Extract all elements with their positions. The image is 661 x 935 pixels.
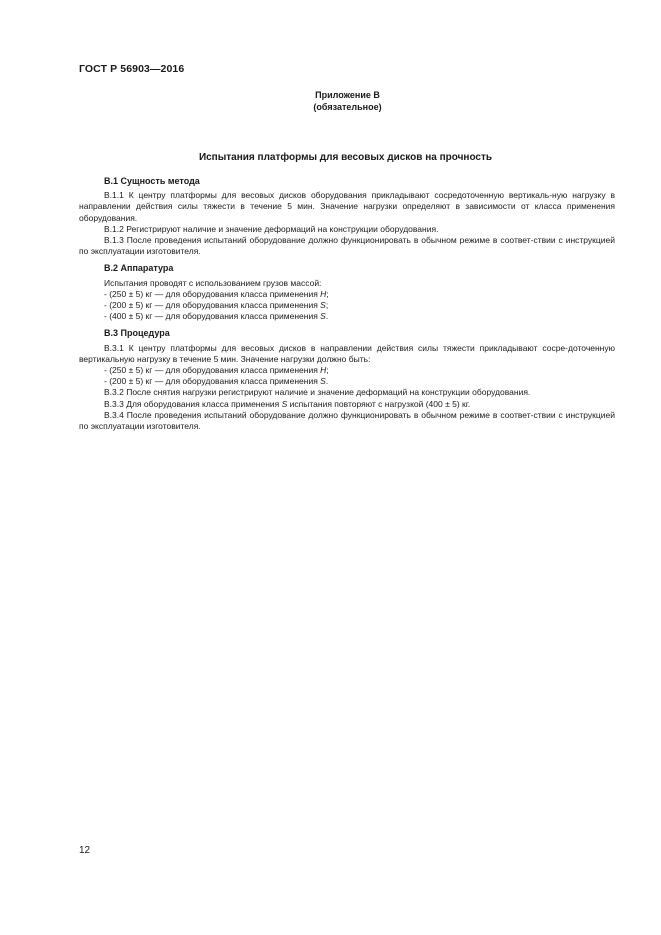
document-code: ГОСТ Р 56903—2016	[79, 63, 185, 75]
list-item	[79, 376, 615, 387]
appendix-title	[0, 152, 661, 163]
list-item-text: - (200 ± 5) кг — для оборудования класса применения	[104, 376, 321, 387]
appendix-label: Приложение В	[315, 90, 380, 100]
paragraph-b1-2: В.1.2 Регистрируют наличие и значение деформаций на конструкции оборудования.	[104, 223, 439, 234]
paragraph-b1-3: В.1.3 После проведения испытаний оборудование должно функционировать в обычном режиме в соответ-ствии с инструкцией по эксплуатации изготовителя.	[79, 235, 615, 257]
paragraph-b1-1: В.1.1 К центру платформы для весовых дисков оборудования прикладывают сосредоточенную вертикаль-ную нагрузку в направлении действия силы тяжести в течение 5 мин. Значение нагрузки определяют в зависимости от класса применения оборудования.	[79, 190, 615, 223]
list-item-text: - (400 ± 5) кг — для оборудования класса применения	[104, 311, 321, 322]
paragraph-b2-intro: Испытания проводят с использованием грузов массой:	[104, 277, 322, 288]
class-symbol: S	[281, 398, 288, 409]
paragraph-b3-3-start: В.3.3 Для оборудования класса применения	[104, 398, 282, 409]
list-item	[79, 365, 615, 376]
list-item-end: ;	[326, 365, 329, 376]
appendix-status: (обязательное)	[313, 101, 382, 112]
class-symbol: S	[320, 311, 326, 322]
paragraph-b3-3-end: испытания повторяют с нагрузкой (400 ± 5) кг.	[287, 398, 471, 409]
class-symbol: S	[320, 376, 326, 387]
list-item-end: .	[325, 311, 329, 322]
list-item-text: - (250 ± 5) кг — для оборудования класса применения	[104, 288, 321, 299]
class-symbol: S	[320, 300, 326, 311]
class-symbol: H	[320, 365, 327, 376]
appendix-title-text: Испытания платформы для весовых дисков на прочность	[198, 152, 493, 163]
list-item-end: .	[325, 376, 329, 387]
paragraph-b3-3	[79, 399, 615, 410]
class-symbol: H	[320, 288, 327, 299]
paragraph-b3-2: В.3.2 После снятия нагрузки регистрируют наличие и значение деформаций на конструкции оборудования.	[104, 387, 531, 398]
paragraph-b3-4: В.3.4 После проведения испытаний оборудование должно функционировать в обычном режиме в соответ-ствии с инструкцией по эксплуатации изготовителя.	[79, 409, 615, 432]
appendix-header	[0, 90, 661, 113]
page-number: 12	[79, 845, 91, 856]
list-item-text: - (200 ± 5) кг — для оборудования класса применения	[104, 300, 321, 311]
list-item	[79, 311, 615, 322]
section-heading-b3: В.3 Процедура	[104, 328, 170, 339]
list-item-end: ;	[326, 288, 329, 299]
list-item	[79, 300, 615, 311]
list-item-end: ;	[325, 300, 329, 311]
list-item	[79, 289, 615, 300]
section-heading-b1: В.1 Сущность метода	[104, 176, 200, 186]
list-item-text: - (250 ± 5) кг — для оборудования класса применения	[104, 365, 321, 376]
section-heading-b2: В.2 Аппаратура	[104, 263, 174, 274]
paragraph-b3-1: В.3.1 К центру платформы для весовых дисков в направлении действия силы тяжести прикладывают сосре-доточенную вертикальную нагрузку в течение 5 мин. Значение нагрузки должно быть:	[79, 342, 615, 364]
document-body	[79, 176, 615, 432]
